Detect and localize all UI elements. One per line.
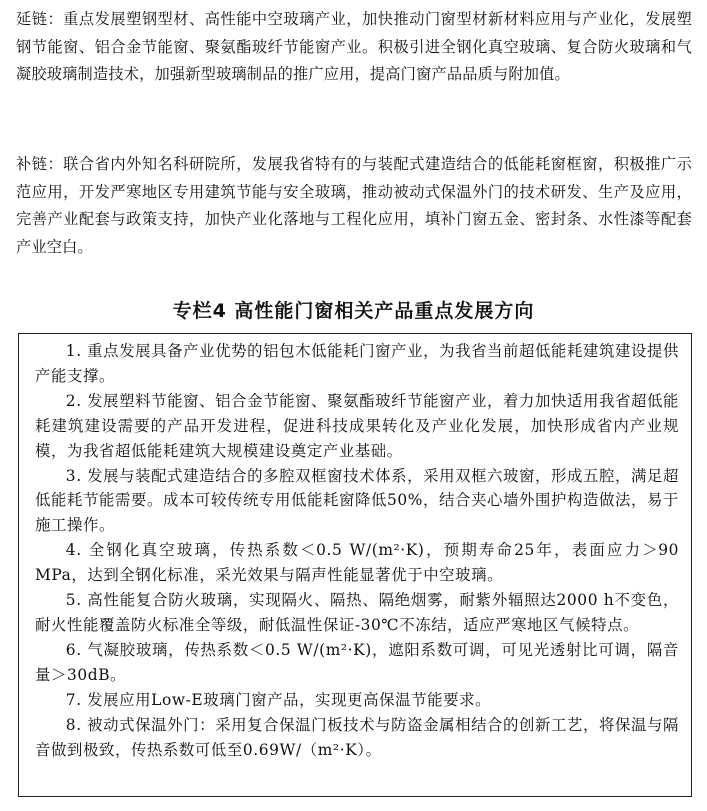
column-item-8: 8. 被动式保温外门：采用复合保温门板技术与防盗金属相结合的创新工艺，将保温与隔音做到极致，传热系数可低至0.69W/（m²·K）。 [35, 715, 679, 759]
column-box [18, 333, 692, 797]
column-item-3: 3. 发展与装配式建造结合的多腔双框窗技术体系，采用双框六玻窗，形成五腔，满足超低能耗节能需要。成本可较传统专用低能耗窗降低50%，结合夹心墙外围护构造做法，易于施工操作。 [35, 466, 679, 535]
column-item-1: 1. 重点发展具备产业优势的铝包木低能耗门窗产业，为我省当前超低能耗建筑建设提供产能支撑。 [35, 342, 679, 385]
column-item-5: 5. 高性能复合防火玻璃，实现隔火、隔热、隔绝烟雾，耐紫外辐照达2000 h不变色，耐火性能覆盖防火标准全等级，耐低温性保证-30℃不冻结，适应严寒地区气候特点。 [35, 591, 679, 634]
column-item-4: 4. 全钢化真空玻璃，传热系数＜0.5 W/(m²·K)，预期寿命25年，表面应力＞90 MPa，达到全钢化标准，采光效果与隔声性能显著优于中空玻璃。 [35, 541, 679, 585]
column-item-6: 6. 气凝胶玻璃，传热系数＜0.5 W/(m²·K)，遮阳系数可调，可见光透射比可调，隔音量＞30dB。 [35, 640, 679, 684]
column-title: 专栏4 高性能门窗相关产品重点发展方向 [172, 300, 535, 322]
column-item-2: 2. 发展塑料节能窗、铝合金节能窗、聚氨酯玻纤节能窗产业，着力加快适用我省超低能耗建筑建设需要的产品开发进程，促进科技成果转化及产业化发展，加快形成省内产业规模，为我省超低能耗建筑大规模建设奠定产业基础。 [35, 391, 679, 460]
supplement-chain-paragraph: 补链：联合省内外知名科研院所，发展我省特有的与装配式建造结合的低能耗窗框窗，积极推广示范应用，开发严寒地区专用建筑节能与安全玻璃，推动被动式保温外门的技术研发、生产及应用，完善产业配套与政策支持，加快产业化落地与工程化应用，填补门窗五金、密封条、水性漆等配套产业空白。 [16, 155, 692, 256]
column-item-7: 7. 发展应用Low-E玻璃门窗产品，实现更高保温节能要求。 [65, 690, 492, 709]
extend-chain-paragraph: 延链：重点发展塑钢型材、高性能中空玻璃产业，加快推动门窗型材新材料应用与产业化，发展塑钢节能窗、铝合金节能窗、聚氨酯玻纤节能窗产业。积极引进全钢化真空玻璃、复合防火玻璃和气凝胶玻璃制造技术，加强新型玻璃制品的推广应用，提高门窗产品品质与附加值。 [16, 10, 692, 83]
